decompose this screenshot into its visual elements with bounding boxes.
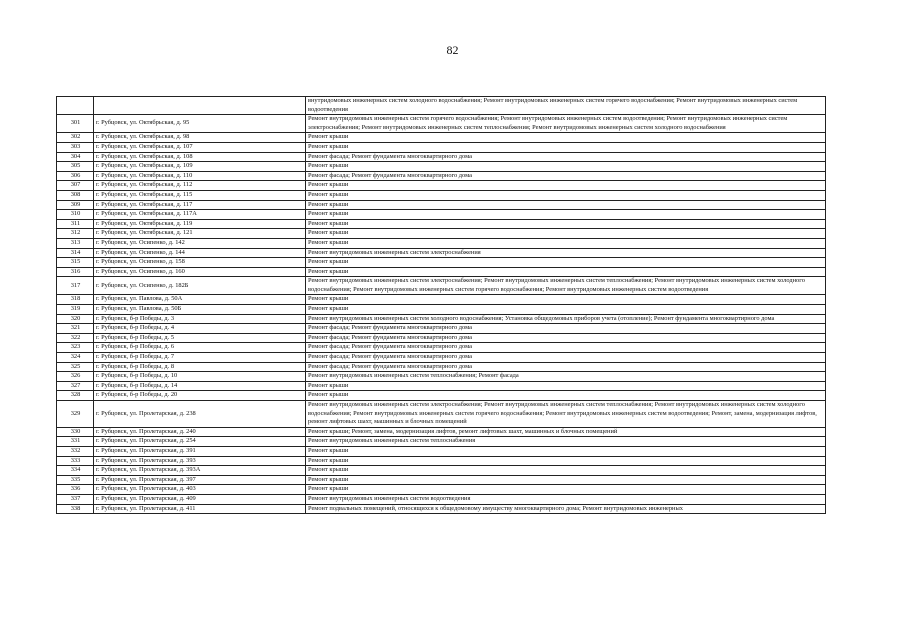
table-row <box>57 333 826 343</box>
table-row <box>57 229 826 239</box>
table-row <box>57 494 826 504</box>
address-cell: г. Рубцовск, б-р Победы, д. 7 <box>94 353 306 363</box>
work-type-cell: Ремонт крыши <box>306 210 826 220</box>
row-number-cell: 302 <box>57 133 94 143</box>
row-number-cell: 308 <box>57 190 94 200</box>
work-type-cell: Ремонт фасада; Ремонт фундамента многоквартирного дома <box>306 362 826 372</box>
table-row <box>57 238 826 248</box>
address-cell: г. Рубцовск, б-р Победы, д. 8 <box>94 362 306 372</box>
address-cell: г. Рубцовск, б-р Победы, д. 3 <box>94 314 306 324</box>
row-number-cell: 309 <box>57 200 94 210</box>
address-cell: г. Рубцовск, ул. Октябрьская, д. 121 <box>94 229 306 239</box>
row-number-cell: 305 <box>57 162 94 172</box>
table-row <box>57 181 826 191</box>
work-type-cell: Ремонт внутридомовых инженерных систем электроснабжения; Ремонт внутридомовых инженерных систем теплоснабжения; Ремонт внутридомовых инженерных систем холодного водоснабжения; Ремонт внутридомовых инженерных систем горячего водоснабжения; Ремонт внутридомовых инженерных систем водоотведения <box>306 277 826 295</box>
row-number-cell: 331 <box>57 437 94 447</box>
address-cell: г. Рубцовск, б-р Победы, д. 6 <box>94 343 306 353</box>
work-type-cell: Ремонт крыши <box>306 456 826 466</box>
row-number-cell: 322 <box>57 333 94 343</box>
row-number-cell: 333 <box>57 456 94 466</box>
work-type-cell: Ремонт внутридомовых инженерных систем теплоснабжения; Ремонт фасада <box>306 372 826 382</box>
table-row <box>57 210 826 220</box>
row-number-cell: 307 <box>57 181 94 191</box>
row-number-cell: 301 <box>57 115 94 133</box>
table-row <box>57 305 826 315</box>
work-type-cell: Ремонт внутридомовых инженерных систем горячего водоснабжения; Ремонт внутридомовых инженерных систем водоотведения; Ремонт внутридомовых инженерных систем электроснабжения; Ремонт внутридомовых инженерных систем теплоснабжения; Ремонт внутридомовых инженерных систем холодного водоснабжения <box>306 115 826 133</box>
table-row <box>57 475 826 485</box>
repair-register-table <box>56 96 826 514</box>
work-type-cell: Ремонт крыши <box>306 475 826 485</box>
table-row <box>57 152 826 162</box>
address-cell: г. Рубцовск, ул. Осипенко, д. 144 <box>94 248 306 258</box>
row-number-cell: 306 <box>57 171 94 181</box>
address-cell: г. Рубцовск, ул. Пролетарская, д. 393 <box>94 456 306 466</box>
address-cell: г. Рубцовск, ул. Пролетарская, д. 409 <box>94 494 306 504</box>
table-row <box>57 162 826 172</box>
row-number-cell: 338 <box>57 504 94 514</box>
work-type-cell: Ремонт подвальных помещений, относящихся к общедомовому имуществу многоквартирного дома; Ремонт внутридомовых инженерных <box>306 504 826 514</box>
row-number-cell: 310 <box>57 210 94 220</box>
work-type-cell: Ремонт крыши <box>306 133 826 143</box>
work-type-cell: Ремонт внутридомовых инженерных систем холодного водоснабжения; Установка общедомовых приборов учета (отопление); Ремонт фундамента многоквартирного дома <box>306 314 826 324</box>
work-type-cell: Ремонт внутридомовых инженерных систем электроснабжения <box>306 248 826 258</box>
table-row <box>57 97 826 115</box>
table-row <box>57 115 826 133</box>
address-cell: г. Рубцовск, ул. Октябрьская, д. 98 <box>94 133 306 143</box>
work-type-cell: Ремонт крыши <box>306 295 826 305</box>
row-number-cell: 314 <box>57 248 94 258</box>
work-type-cell: Ремонт внутридомовых инженерных систем электроснабжения; Ремонт внутридомовых инженерных систем теплоснабжения; Ремонт внутридомовых инженерных систем холодного водоснабжения; Ремонт внутридомовых инженерных систем горячего водоснабжения; Ремонт внутридомовых инженерных систем водоотведения; Ремонт, замена, модернизация лифтов, ремонт лифтовых шахт, машинных и блочных помещений <box>306 401 826 428</box>
work-type-cell: Ремонт крыши <box>306 258 826 268</box>
work-type-cell: Ремонт крыши <box>306 381 826 391</box>
table-row <box>57 391 826 401</box>
work-type-cell: Ремонт фасада; Ремонт фундамента многоквартирного дома <box>306 171 826 181</box>
address-cell: г. Рубцовск, б-р Победы, д. 5 <box>94 333 306 343</box>
work-type-cell: Ремонт фасада; Ремонт фундамента многоквартирного дома <box>306 152 826 162</box>
table-row <box>57 372 826 382</box>
table-row <box>57 437 826 447</box>
work-type-cell: Ремонт крыши <box>306 181 826 191</box>
work-type-cell: Ремонт крыши <box>306 200 826 210</box>
work-type-cell: Ремонт крыши <box>306 485 826 495</box>
work-type-cell: Ремонт крыши <box>306 219 826 229</box>
row-number-cell: 335 <box>57 475 94 485</box>
table-row <box>57 504 826 514</box>
page-number: 82 <box>446 43 459 57</box>
row-number-cell <box>57 97 94 115</box>
row-number-cell: 320 <box>57 314 94 324</box>
work-type-cell: Ремонт крыши <box>306 162 826 172</box>
address-cell: г. Рубцовск, ул. Октябрьская, д. 95 <box>94 115 306 133</box>
table-row <box>57 295 826 305</box>
address-cell: г. Рубцовск, б-р Победы, д. 10 <box>94 372 306 382</box>
row-number-cell: 327 <box>57 381 94 391</box>
work-type-cell: Ремонт фасада; Ремонт фундамента многоквартирного дома <box>306 353 826 363</box>
table-row <box>57 277 826 295</box>
address-cell: г. Рубцовск, ул. Октябрьская, д. 108 <box>94 152 306 162</box>
address-cell: г. Рубцовск, ул. Октябрьская, д. 117 <box>94 200 306 210</box>
address-cell: г. Рубцовск, ул. Октябрьская, д. 117А <box>94 210 306 220</box>
address-cell: г. Рубцовск, ул. Пролетарская, д. 254 <box>94 437 306 447</box>
row-number-cell: 328 <box>57 391 94 401</box>
row-number-cell: 334 <box>57 466 94 476</box>
address-cell: г. Рубцовск, б-р Победы, д. 4 <box>94 324 306 334</box>
work-type-cell: внутридомовых инженерных систем холодного водоснабжения; Ремонт внутридомовых инженерных систем горячего водоснабжения; Ремонт внутридомовых инженерных систем водоотведения <box>306 97 826 115</box>
row-number-cell: 319 <box>57 305 94 315</box>
row-number-cell: 332 <box>57 446 94 456</box>
table-row <box>57 200 826 210</box>
address-cell: г. Рубцовск, ул. Октябрьская, д. 110 <box>94 171 306 181</box>
table-row <box>57 258 826 268</box>
row-number-cell: 313 <box>57 238 94 248</box>
row-number-cell: 337 <box>57 494 94 504</box>
address-cell: г. Рубцовск, ул. Октябрьская, д. 107 <box>94 142 306 152</box>
address-cell: г. Рубцовск, б-р Победы, д. 20 <box>94 391 306 401</box>
address-cell: г. Рубцовск, ул. Павлова, д. 50А <box>94 295 306 305</box>
table-row <box>57 343 826 353</box>
table-row <box>57 324 826 334</box>
work-type-cell: Ремонт фасада; Ремонт фундамента многоквартирного дома <box>306 333 826 343</box>
work-type-cell: Ремонт крыши <box>306 446 826 456</box>
table-row <box>57 485 826 495</box>
row-number-cell: 329 <box>57 401 94 428</box>
table-row <box>57 353 826 363</box>
work-type-cell: Ремонт крыши <box>306 142 826 152</box>
work-type-cell: Ремонт внутридомовых инженерных систем водоотведения <box>306 494 826 504</box>
work-type-cell: Ремонт фасада; Ремонт фундамента многоквартирного дома <box>306 324 826 334</box>
row-number-cell: 317 <box>57 277 94 295</box>
work-type-cell: Ремонт крыши <box>306 305 826 315</box>
address-cell: г. Рубцовск, ул. Пролетарская, д. 397 <box>94 475 306 485</box>
address-cell: г. Рубцовск, б-р Победы, д. 14 <box>94 381 306 391</box>
address-cell <box>94 97 306 115</box>
table-row <box>57 314 826 324</box>
table-row <box>57 219 826 229</box>
row-number-cell: 330 <box>57 427 94 437</box>
table-body <box>57 97 826 514</box>
table-row <box>57 456 826 466</box>
address-cell: г. Рубцовск, ул. Осипенко, д. 160 <box>94 267 306 277</box>
row-number-cell: 323 <box>57 343 94 353</box>
row-number-cell: 312 <box>57 229 94 239</box>
work-type-cell: Ремонт крыши <box>306 190 826 200</box>
address-cell: г. Рубцовск, ул. Пролетарская, д. 238 <box>94 401 306 428</box>
table-row <box>57 381 826 391</box>
address-cell: г. Рубцовск, ул. Октябрьская, д. 115 <box>94 190 306 200</box>
row-number-cell: 336 <box>57 485 94 495</box>
work-type-cell: Ремонт фасада; Ремонт фундамента многоквартирного дома <box>306 343 826 353</box>
row-number-cell: 315 <box>57 258 94 268</box>
table-row <box>57 267 826 277</box>
table-row <box>57 190 826 200</box>
work-type-cell: Ремонт крыши <box>306 267 826 277</box>
row-number-cell: 324 <box>57 353 94 363</box>
work-type-cell: Ремонт крыши <box>306 238 826 248</box>
table-row <box>57 466 826 476</box>
address-cell: г. Рубцовск, ул. Октябрьская, д. 109 <box>94 162 306 172</box>
row-number-cell: 311 <box>57 219 94 229</box>
address-cell: г. Рубцовск, ул. Павлова, д. 50Б <box>94 305 306 315</box>
address-cell: г. Рубцовск, ул. Октябрьская, д. 112 <box>94 181 306 191</box>
table-row <box>57 248 826 258</box>
work-type-cell: Ремонт крыши <box>306 466 826 476</box>
address-cell: г. Рубцовск, ул. Пролетарская, д. 411 <box>94 504 306 514</box>
address-cell: г. Рубцовск, ул. Осипенко, д. 182Б <box>94 277 306 295</box>
row-number-cell: 321 <box>57 324 94 334</box>
row-number-cell: 326 <box>57 372 94 382</box>
address-cell: г. Рубцовск, ул. Осипенко, д. 158 <box>94 258 306 268</box>
table-row <box>57 427 826 437</box>
address-cell: г. Рубцовск, ул. Пролетарская, д. 393А <box>94 466 306 476</box>
row-number-cell: 318 <box>57 295 94 305</box>
work-type-cell: Ремонт крыши <box>306 391 826 401</box>
table-row <box>57 446 826 456</box>
work-type-cell: Ремонт крыши <box>306 229 826 239</box>
address-cell: г. Рубцовск, ул. Пролетарская, д. 240 <box>94 427 306 437</box>
work-type-cell: Ремонт крыши; Ремонт, замена, модернизация лифтов, ремонт лифтовых шахт, машинных и блочных помещений <box>306 427 826 437</box>
address-cell: г. Рубцовск, ул. Пролетарская, д. 391 <box>94 446 306 456</box>
row-number-cell: 303 <box>57 142 94 152</box>
address-cell: г. Рубцовск, ул. Пролетарская, д. 403 <box>94 485 306 495</box>
row-number-cell: 325 <box>57 362 94 372</box>
work-type-cell: Ремонт внутридомовых инженерных систем теплоснабжения <box>306 437 826 447</box>
table-row <box>57 171 826 181</box>
table-row <box>57 142 826 152</box>
row-number-cell: 316 <box>57 267 94 277</box>
address-cell: г. Рубцовск, ул. Октябрьская, д. 119 <box>94 219 306 229</box>
address-cell: г. Рубцовск, ул. Осипенко, д. 142 <box>94 238 306 248</box>
row-number-cell: 304 <box>57 152 94 162</box>
table-row <box>57 362 826 372</box>
table-row <box>57 401 826 428</box>
table-row <box>57 133 826 143</box>
